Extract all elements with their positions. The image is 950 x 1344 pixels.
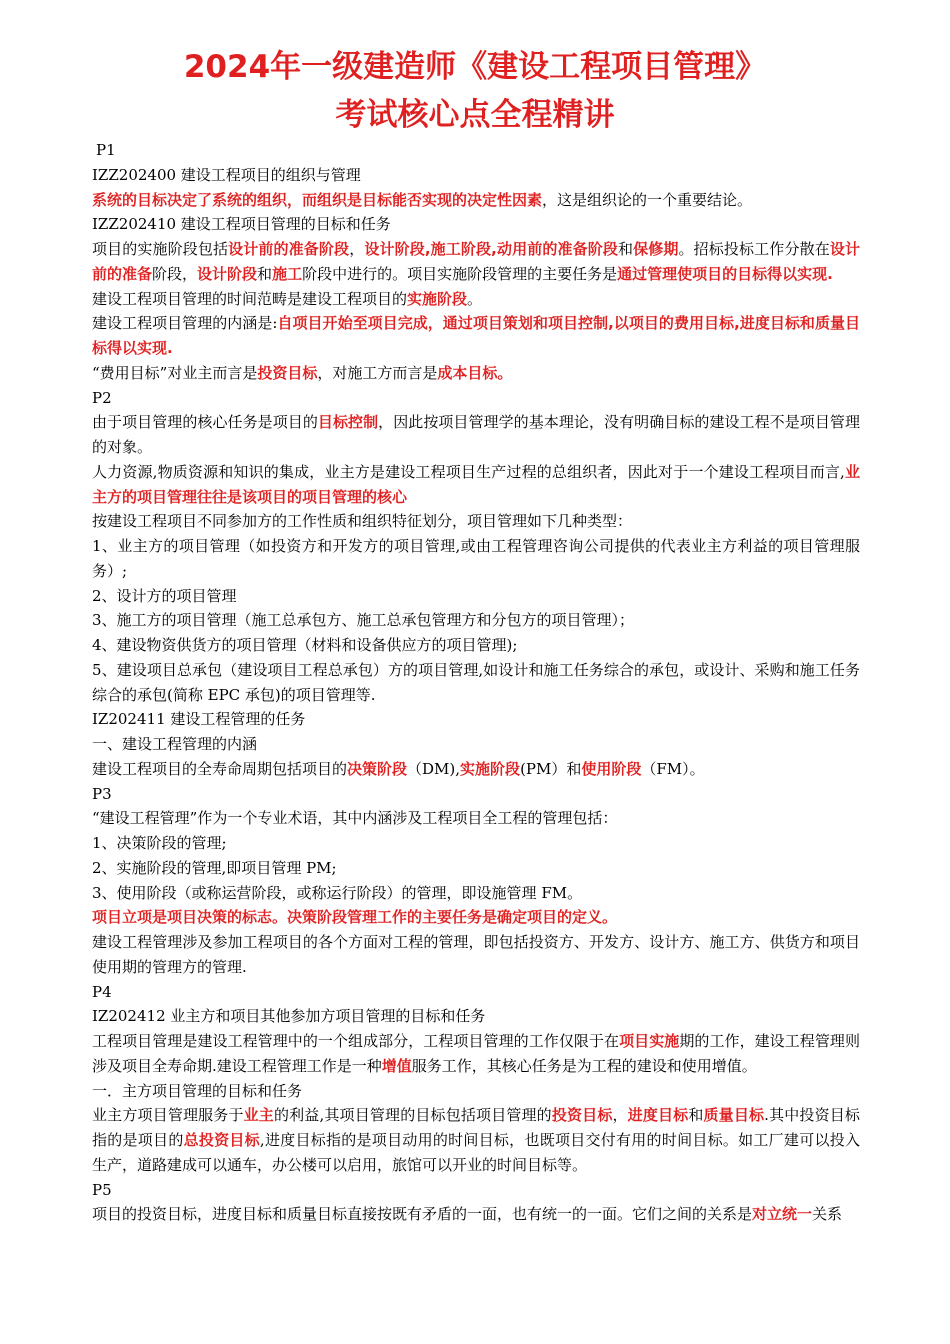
highlighted-text: 增值 (381, 1056, 412, 1075)
text-line (92, 361, 860, 386)
text-segment: “建设工程管理”作为一个专业术语，其中内涵涉及工程项目全工程的管理包括： (92, 809, 618, 828)
text-segment: 的利益,其项目管理的目标包括项目管理的 (273, 1106, 552, 1125)
text-line (92, 509, 860, 534)
text-segment: P1 (96, 141, 116, 159)
text-segment: 阶段， (152, 264, 198, 283)
text-segment: ， (349, 240, 365, 258)
text-segment: .其中投资目标指的是项目的 (92, 1106, 860, 1149)
text-line (92, 1004, 860, 1029)
text-line (92, 1178, 860, 1203)
text-segment: 项目的实施阶段包括 (92, 240, 229, 258)
text-line (92, 1202, 860, 1227)
text-line (92, 633, 860, 658)
highlighted-text: 投资目标 (551, 1106, 613, 1125)
highlighted-text: 设计前的准备阶段 (228, 240, 350, 258)
text-line (92, 608, 860, 633)
text-segment: IZ202412 业主方和项目其他参加方项目管理的目标和任务 (92, 1007, 486, 1026)
text-segment: 5、建设项目总承包（建设项目工程总承包）方的项目管理,如设计和施工任务综合的承包，或设计、采购和施工任务综合的承包(简称 EPC 承包)的项目管理等. (92, 660, 860, 704)
highlighted-text: 自项目开始至项目完成，通过项目策划和项目控制,以项目的费用目标,进度目标和质量目标得以实现. (92, 314, 861, 357)
text-segment: ， (612, 1106, 628, 1125)
text-line (92, 980, 860, 1005)
text-segment: 工程项目管理是建设工程管理中的一个组成部分，工程项目管理的工作仅限于在 (92, 1032, 620, 1050)
text-segment: 1、业主方的项目管理（如投资方和开发方的项目管理,或由工程管理咨询公司提供的代表业主方利益的项目管理服务）; (92, 537, 860, 580)
text-segment: 建设工程项目管理的内涵是: (92, 314, 278, 333)
text-segment: 建设工程项目的全寿命周期包括项目的 (92, 759, 348, 778)
text-line (92, 534, 860, 584)
highlighted-text: 实施阶段 (407, 289, 468, 308)
highlighted-text: 施工 (272, 264, 303, 283)
text-segment: ,进度目标指的是项目动用的时间目标，也既项目交付有用的时间目标。如工厂建可以投入生产，道路建成可以通车，办公楼可以启用，旅馆可以开业的时间目标等。 (92, 1131, 860, 1174)
highlighted-text: 实施阶段 (460, 759, 521, 778)
text-line (92, 163, 860, 188)
text-segment: IZ202411 建设工程管理的任务 (92, 710, 306, 729)
text-line (92, 905, 860, 930)
text-line (92, 930, 860, 980)
text-line (92, 757, 860, 782)
text-line (92, 782, 860, 807)
text-segment: 2、设计方的项目管理 (92, 586, 237, 605)
text-segment: 由于项目管理的核心任务是项目的 (92, 413, 318, 432)
text-line (92, 386, 860, 411)
text-line (92, 658, 860, 708)
text-line (92, 856, 860, 881)
text-segment: 一、建设工程管理的内涵 (92, 735, 258, 753)
text-line (92, 138, 860, 163)
text-segment: （DM), (407, 759, 461, 778)
text-line (92, 584, 860, 609)
highlighted-text: 质量目标 (703, 1106, 765, 1125)
highlighted-text: 目标控制 (317, 413, 379, 432)
highlighted-text: 业主方的项目管理往往是该项目的项目管理的核心 (92, 462, 860, 506)
highlighted-text: 项目实施 (619, 1032, 680, 1050)
text-segment: P3 (92, 784, 112, 803)
text-line (92, 1079, 860, 1104)
highlighted-text: 设计阶段,施工阶段,动用前的准备阶段 (364, 240, 619, 258)
text-segment: P5 (92, 1180, 112, 1199)
text-segment: 和 (688, 1106, 704, 1125)
highlighted-text: 通过管理使项目的目标得以实现. (617, 264, 833, 283)
text-segment: 阶段中进行的。项目实施阶段管理的主要任务是 (302, 264, 618, 283)
text-segment: 业主方项目管理服务于 (92, 1106, 244, 1125)
highlighted-text: 设计阶段 (197, 264, 258, 283)
text-segment: （FM）。 (641, 759, 705, 778)
text-segment: 期的工作，建设工程管理则涉及项目全寿命期.建设工程管理工作是一种 (92, 1032, 860, 1075)
text-segment: 3、施工方的项目管理（施工总承包方、施工总承包管理方和分包方的项目管理）； (92, 611, 635, 630)
highlighted-text: 系统的目标决定了系统的组织，而组织是目标能否实现的决定性因素 (92, 190, 543, 209)
text-line (92, 806, 860, 831)
highlighted-text: 投资目标 (257, 363, 318, 382)
text-segment: 服务工作，其核心任务是为工程的建设和使用增值。 (411, 1056, 757, 1075)
text-line (92, 188, 860, 213)
text-line (92, 237, 860, 287)
highlighted-text: 业主 (243, 1106, 274, 1125)
text-segment: P4 (92, 982, 112, 1001)
text-segment: ，对施工方而言是 (317, 363, 438, 382)
text-line (92, 707, 860, 732)
text-segment: 3、使用阶段（或称运营阶段，或称运行阶段）的管理，即设施管理 FM。 (92, 883, 583, 902)
text-line (92, 212, 860, 237)
text-segment: 建设工程管理涉及参加工程项目的各个方面对工程的管理，即包括投资方、开发方、设计方、施工方、供货方和项目使用期的管理方的管理. (92, 933, 860, 976)
text-segment: 1、决策阶段的管理; (92, 834, 227, 852)
text-segment: 一．主方项目管理的目标和任务 (92, 1081, 303, 1100)
text-line (92, 287, 860, 312)
text-segment: ，因此按项目管理学的基本理论，没有明确目标的建设工程不是项目管理的对象。 (92, 413, 860, 456)
text-segment: 和 (257, 264, 273, 283)
text-line (92, 1029, 860, 1079)
document-body (92, 138, 860, 1227)
text-line (92, 732, 860, 757)
text-segment: IZZ202400 建设工程项目的组织与管理 (92, 165, 361, 184)
text-line (92, 311, 860, 361)
text-line (92, 410, 860, 460)
highlighted-text: 项目立项是项目决策的标志。决策阶段管理工作的主要任务是确定项目的定义。 (92, 908, 618, 927)
text-segment: P2 (92, 388, 112, 407)
text-line (92, 460, 860, 510)
text-segment: 关系 (812, 1205, 843, 1224)
text-segment: 和 (618, 240, 634, 258)
text-segment: 2、实施阶段的管理,即项目管理 PM; (92, 858, 337, 877)
text-segment: 人力资源,物质资源和知识的集成，业主方是建设工程项目生产过程的总组织者，因此对于一个建设工程项目而言, (92, 462, 845, 481)
highlighted-text: 进度目标 (627, 1106, 689, 1125)
text-segment: 4、建设物资供货方的项目管理（材料和设备供应方的项目管理); (92, 636, 518, 654)
text-segment: 。 (467, 289, 483, 308)
text-line (92, 881, 860, 906)
document-title-line2: 考试核心点全程精讲 (335, 97, 615, 133)
text-segment: 建设工程项目管理的时间范畴是建设工程项目的 (92, 289, 408, 308)
text-segment: 按建设工程项目不同参加方的工作性质和组织特征划分，项目管理如下几种类型： (92, 512, 633, 531)
highlighted-text: 决策阶段 (347, 759, 408, 778)
highlighted-text: 成本目标。 (437, 363, 513, 382)
text-line (92, 831, 860, 856)
text-segment: 项目的投资目标，进度目标和质量目标直接按既有矛盾的一面，也有统一的一面。它们之间的关系是 (92, 1205, 753, 1224)
highlighted-text: 总投资目标 (183, 1131, 260, 1149)
highlighted-text: 保修期 (633, 240, 679, 258)
highlighted-text: 设计前的准备 (92, 240, 860, 283)
text-segment: “费用目标”对业主而言是 (92, 363, 258, 382)
highlighted-text: 使用阶段 (581, 759, 642, 778)
text-segment: 。招标投标工作分散在 (678, 240, 830, 258)
highlighted-text: 对立统一 (752, 1205, 813, 1224)
text-line (92, 1103, 860, 1177)
text-segment: ，这是组织论的一个重要结论。 (542, 190, 753, 209)
document-title-line1: 2024年一级建造师《建设工程项目管理》 (183, 49, 767, 85)
text-segment: IZZ202410 建设工程项目管理的目标和任务 (92, 215, 391, 234)
text-segment: (PM）和 (520, 759, 582, 778)
